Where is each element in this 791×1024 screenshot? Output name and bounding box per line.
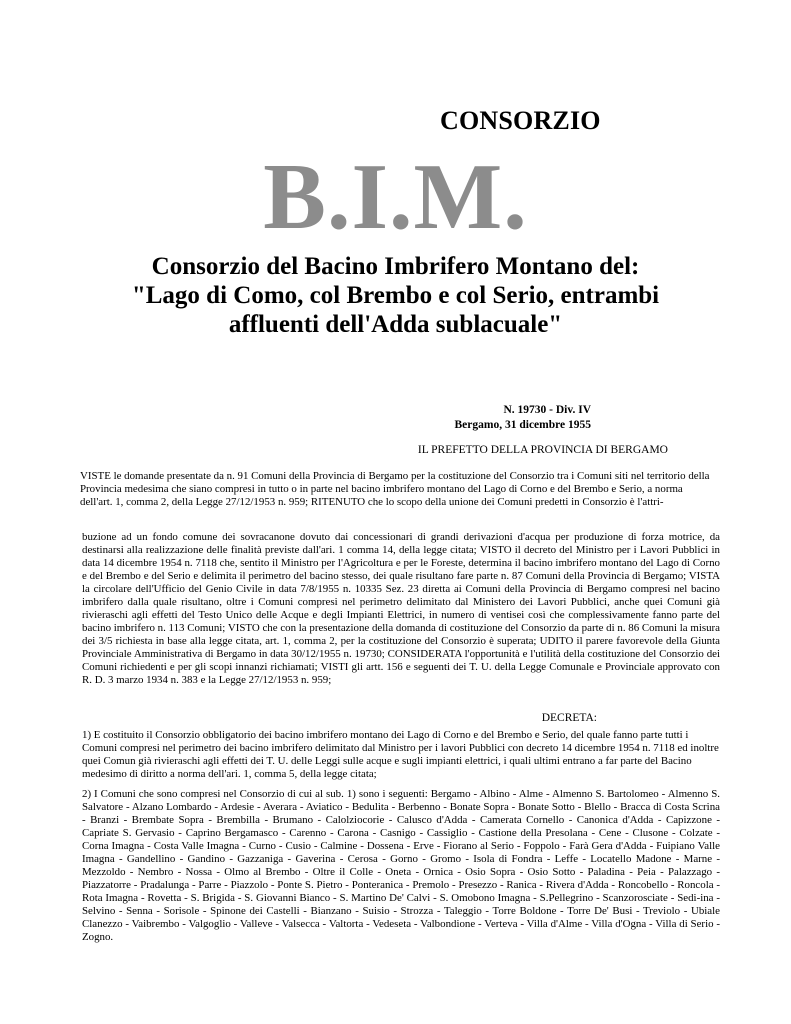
article-1-paragraph: 1) E costituito il Consorzio obbligatorio dei bacino imbrifero montano dei Lago di Corno e del Brembo e Serio, del quale fanno parte tutti i Comuni compresi nel perimetro dei bacino imbrifero delimitato dal Ministro per i lavori Pubblici con decreto 14 dicembre 1954 n. 7118 ed inoltre quei Comun già rivieraschi agli effetti dei T. U. delle Leggi sulle acque e sugli impianti elettrici, i quali ultimi entrano a far parte del Bacino medesimo di diritto a norma dell'ari. 1, comma 5, della legge citata; xyxy=(82,729,719,780)
bim-title: B.I.M. xyxy=(263,145,528,249)
decreta-heading: DECRETA: xyxy=(541,712,597,724)
article-2-paragraph: 2) I Comuni che sono compresi nel Consorzio di cui al sub. 1) sono i seguenti: Bergamo - Albino - Alme - Almenno S. Bartolomeo - Almenno S. Salvatore - Alzano Lombardo - Ardesie - Averara - Aviatico - Bedulita - Berbenno - Bonate Sopra - Bonate Sotto - Blello - Bracca di Costa Scrina - Branzi - Brembate Sopra - Brembilla - Brumano - Calolziocorie - Calusco d'Adda - Camerata Cornello - Canonica d'Adda - Capizzone - Capriate S. Gervasio - Caprino Bergamasco - Carenno - Carona - Casnigo - Cassiglio - Castione della Presolana - Cene - Clusone - Colzate - Corna Imagna - Costa Valle Imagna - Curno - Cusio - Calmine - Dossena - Erve - Fiorano al Serio - Foppolo - Farà Gera d'Adda - Fuipiano Valle Imagna - Gandellino - Gandino - Gazzaniga - Gaverina - Cerosa - Gorno - Gromo - Isola di Fondra - Leffe - Locatello Madone - Marne - Mezzoldo - Nembro - Nossa - Olmo al Brembo - Oltre il Colle - Oneta - Ornica - Osio Sopra - Osio Sotto - Paladina - Peia - Palazzago - Piazzatorre - Pradalunga - Parre - Piazzolo - Ponte S. Pietro - Ponteranica - Premolo - Presezzo - Ranica - Rivera d'Adda - Roncobello - Roncola - Rota Imagna - Rovetta - S. Brigida - S. Giovanni Bianco - S. Martino De' Calvi - S. Omobono Imagna - S.Pellegrino - Scanzorosciate - Sedi-ina - Selvino - Senna - Sorisole - Spinone dei Castelli - Bianzano - Suisio - Strozza - Taleggio - Torre Boldone - Torre De' Busi - Treviolo - Ubiale Clanezzo - Vaibrembo - Valgoglio - Valleve - Valsecca - Valtorta - Vedeseta - Valbondione - Verteva - Villa d'Alme - Villa d'Ogna - Villa di Serio - Zogno. xyxy=(82,788,720,943)
document-number: N. 19730 - Div. IV xyxy=(503,404,591,416)
document-date: Bergamo, 31 dicembre 1955 xyxy=(454,419,591,431)
subtitle xyxy=(0,252,791,339)
subtitle-line-2: "Lago di Como, col Brembo e col Serio, entrambi xyxy=(131,282,660,309)
consorzio-heading: CONSORZIO xyxy=(440,106,601,135)
authority-line: IL PREFETTO DELLA PROVINCIA DI BERGAMO xyxy=(417,444,668,456)
buzione-paragraph: buzione ad un fondo comune dei sovracanone dovuto dai concessionari di grandi derivazioni d'acqua per produzione di forza motrice, da destinarsi alla realizzazione delle finalità previste dall'ari. 1 comma 14, della legge citata; VISTO il decreto del Ministro per i Lavori Pubblici in data 14 dicembre 1954 n. 7118 che, sentito il Ministro per l'Agricoltura e per le Foreste, determina il bacino imbrifero montano del Lago di Corno e del Brembo e del Serio e delimita il perimetro del bacino stesso, dei quale risultano fare parte n. 87 Comuni della Provincia di Bergamo; VISTA la circolare dell'Ufficio del Genio Civile in data 7/8/1955 n. 10335 Sez. 23 diretta ai Comuni della Provincia di Bergamo compresi nel bacino imbrifero dalla quale risultano, oltre i Comuni compresi nel perimetro delimitato dal Ministero dei Lavori Pubblici, anche quei Comuni già rivieraschi agli effetti del Testo Unico delle Acque e degli Impianti Elettrici, in numero di ventisei così che complessivamente fanno parte del bacino imbrifero n. 113 Comuni; VISTO che con la presentazione della domanda di costituzione del Consorzio da parte di n. 86 Comuni la misura dei 3/5 richiesta in base alla legge citata, art. 1, comma 2, per la costituzione del Consorzio è superata; UDITO il parere favorevole della Giunta Provinciale Amministrativa di Bergamo in data 30/12/1955 n. 19730; CONSIDERATA l'opportunità e l'utilità della costituzione del Consorzio dei Comuni richiedenti e per gli scopi innanzi richiamati; VISTI gli artt. 156 e seguenti dei T. U. della Legge Comunale e Provinciale approvato con R. D. 3 marzo 1934 n. 383 e la Legge 27/12/1953 n. 959; xyxy=(82,531,720,686)
subtitle-line-3: affluenti dell'Adda sublacuale" xyxy=(228,311,563,338)
viste-paragraph: VISTE le domande presentate da n. 91 Comuni della Provincia di Bergamo per la costituzione del Consorzio tra i Comuni siti nel territorio della Provincia medesima che siano compresi in tutto o in parte nel bacino imbrifero montano del Lago di Corno e del Brembo e Serio, a norma dell'art. 1, comma 2, della Legge 27/12/1953 n. 959; RITENUTO che lo scopo della unione dei Comuni predetti in Consorzio è l'attri- xyxy=(80,470,710,508)
subtitle-line-1: Consorzio del Bacino Imbrifero Montano del: xyxy=(151,253,640,280)
